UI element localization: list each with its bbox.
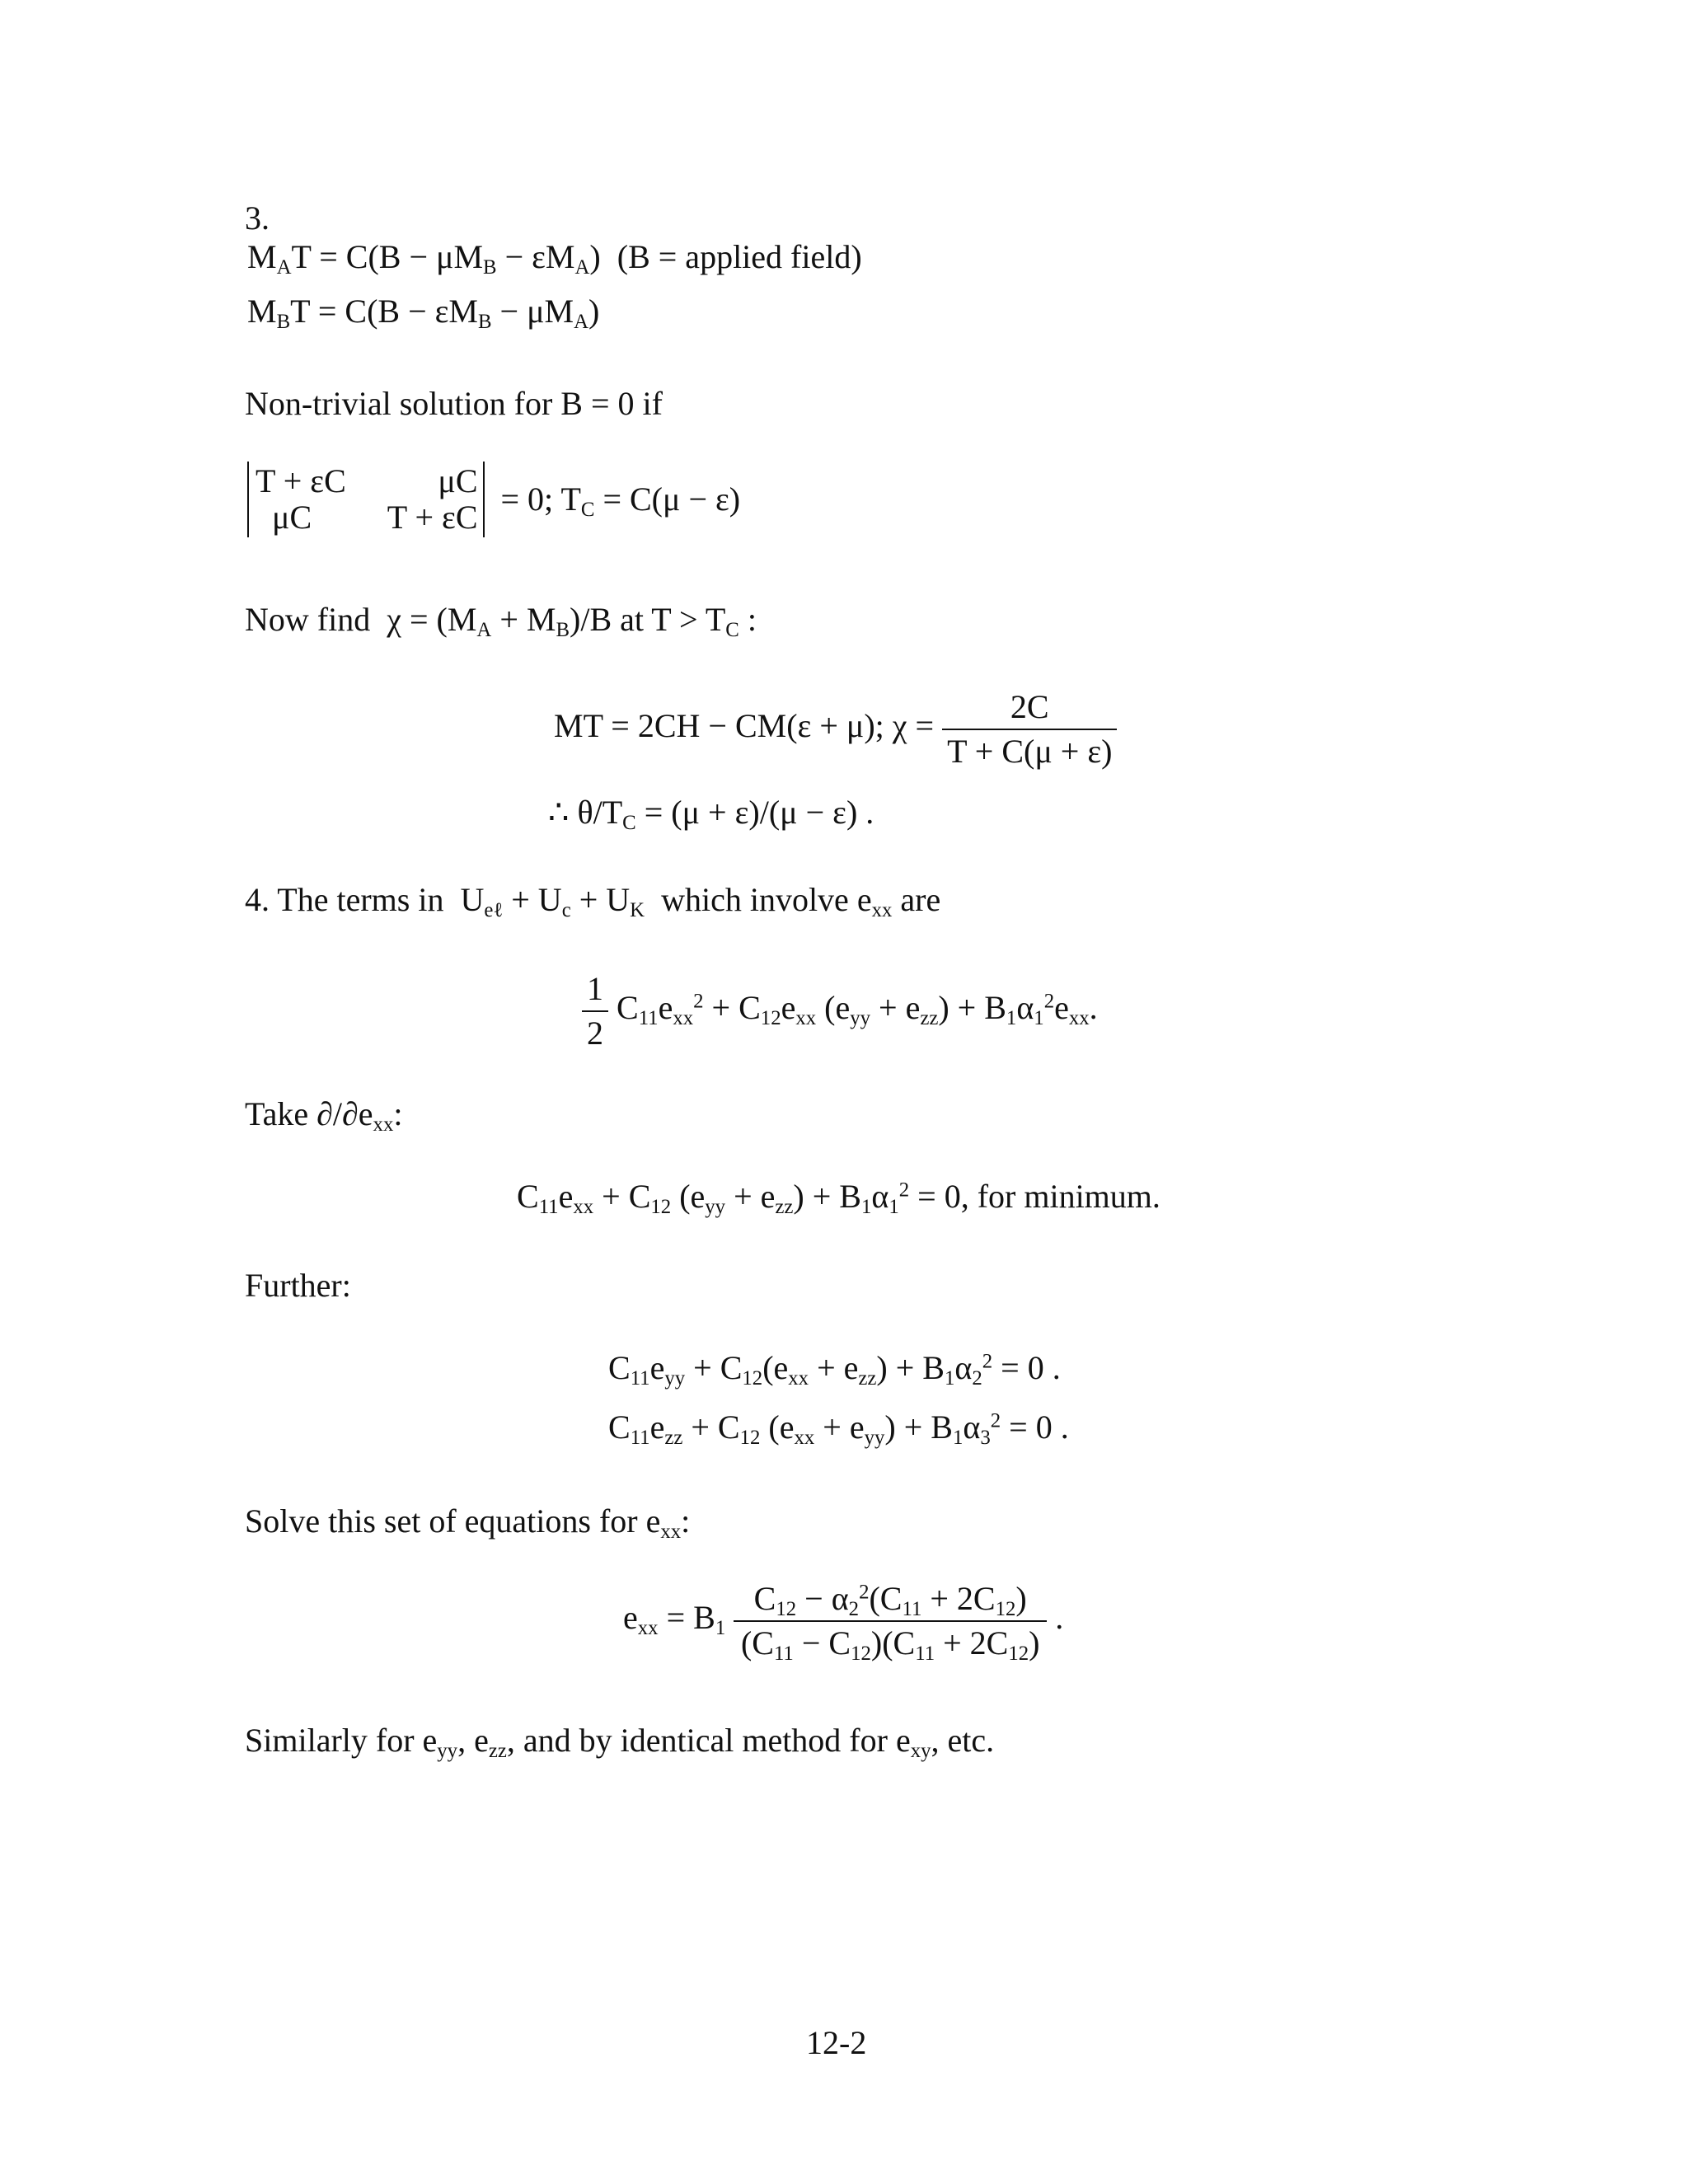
take-derivative-text: Take $\partial/\partial e_{xx}$: — [245, 1095, 403, 1136]
theta-result: ∴ $\theta/T_C = (\mu + \varepsilon)/(\mu - \varepsilon)$ . — [548, 794, 874, 834]
problem-4-intro: 4. The terms in $U_{e\ell} + U_c + U_K$ which involve $e_{xx}$ are — [245, 881, 941, 921]
applied-field-note: (B = applied field) — [617, 238, 862, 275]
problem-3-number: 3. — [245, 199, 270, 237]
one-half-fraction: $\frac{1}{2}$ — [582, 972, 608, 1050]
further-equation-1: $C_{11}e_{yy} + C_{12}(e_{xx} + e_{zz}) + B_1\alpha_2^2 = 0$ . — [608, 1349, 1061, 1390]
exx-fraction: $\frac{C_{12} - \alpha_2^2(C_{11} + 2C_{12})}{(C_{11} - C_{12})(C_{11} + 2C_{12})}$ — [734, 1582, 1047, 1660]
further-text: Further: — [245, 1267, 351, 1304]
determinant-matrix: T + εC μC μC T + εC — [247, 462, 485, 537]
now-find-line: Now find $\chi = (M_A + M_B)/B$ at $T > T_C$ : — [245, 601, 757, 641]
chi-fraction: $\frac{2C}{T + C(\mu + \varepsilon)}$ — [942, 691, 1117, 768]
determinant-equation: T + εC μC μC T + εC = 0; $T_C = C(\mu - \varepsilon)$ — [247, 462, 740, 537]
nontrivial-text: Non-trivial solution for B = 0 if — [245, 385, 663, 422]
equation-ma: $M_AT = C(B - \mu M_B - \varepsilon M_A) (B$ = applied field) — [247, 238, 862, 279]
energy-terms-equation: $\frac{1}{2}$ $C_{11}e_{xx}^2 + C_{12}e_{xx}$ $(e_{yy} + e_{zz}) + B_1\alpha_1^2e_{xx}$. — [582, 972, 1098, 1050]
equation-mb: $M_BT = C(B - \varepsilon M_B - \mu M_A)$ — [247, 293, 600, 333]
equation-chi: MT = 2CH − CM(ε + μ); χ = $\frac{2C}{T + C(\mu + \varepsilon)}$ — [554, 691, 1117, 768]
further-equation-2: $C_{11}e_{zz} + C_{12}$ $(e_{xx} + e_{yy}) + B_1\alpha_3^2 = 0$ . — [608, 1408, 1069, 1449]
similarly-text: Similarly for $e_{yy}$, $e_{zz}$, and by identical method for $e_{xy}$, etc. — [245, 1722, 995, 1762]
solve-text: Solve this set of equations for $e_{xx}$: — [245, 1502, 691, 1543]
exx-solution: $e_{xx} = B_1$ $\frac{C_{12} - \alpha_2^2(C_{11} + 2C_{12})}{(C_{11} - C_{12})(C_{11} + 2C_{12})}$ . — [623, 1580, 1064, 1665]
page-number: 12-2 — [806, 2024, 867, 2061]
minimum-equation: $C_{11}e_{xx} + C_{12}$ $(e_{yy} + e_{zz}) + B_1\alpha_1^2 = 0$, for minimum. — [517, 1178, 1160, 1218]
